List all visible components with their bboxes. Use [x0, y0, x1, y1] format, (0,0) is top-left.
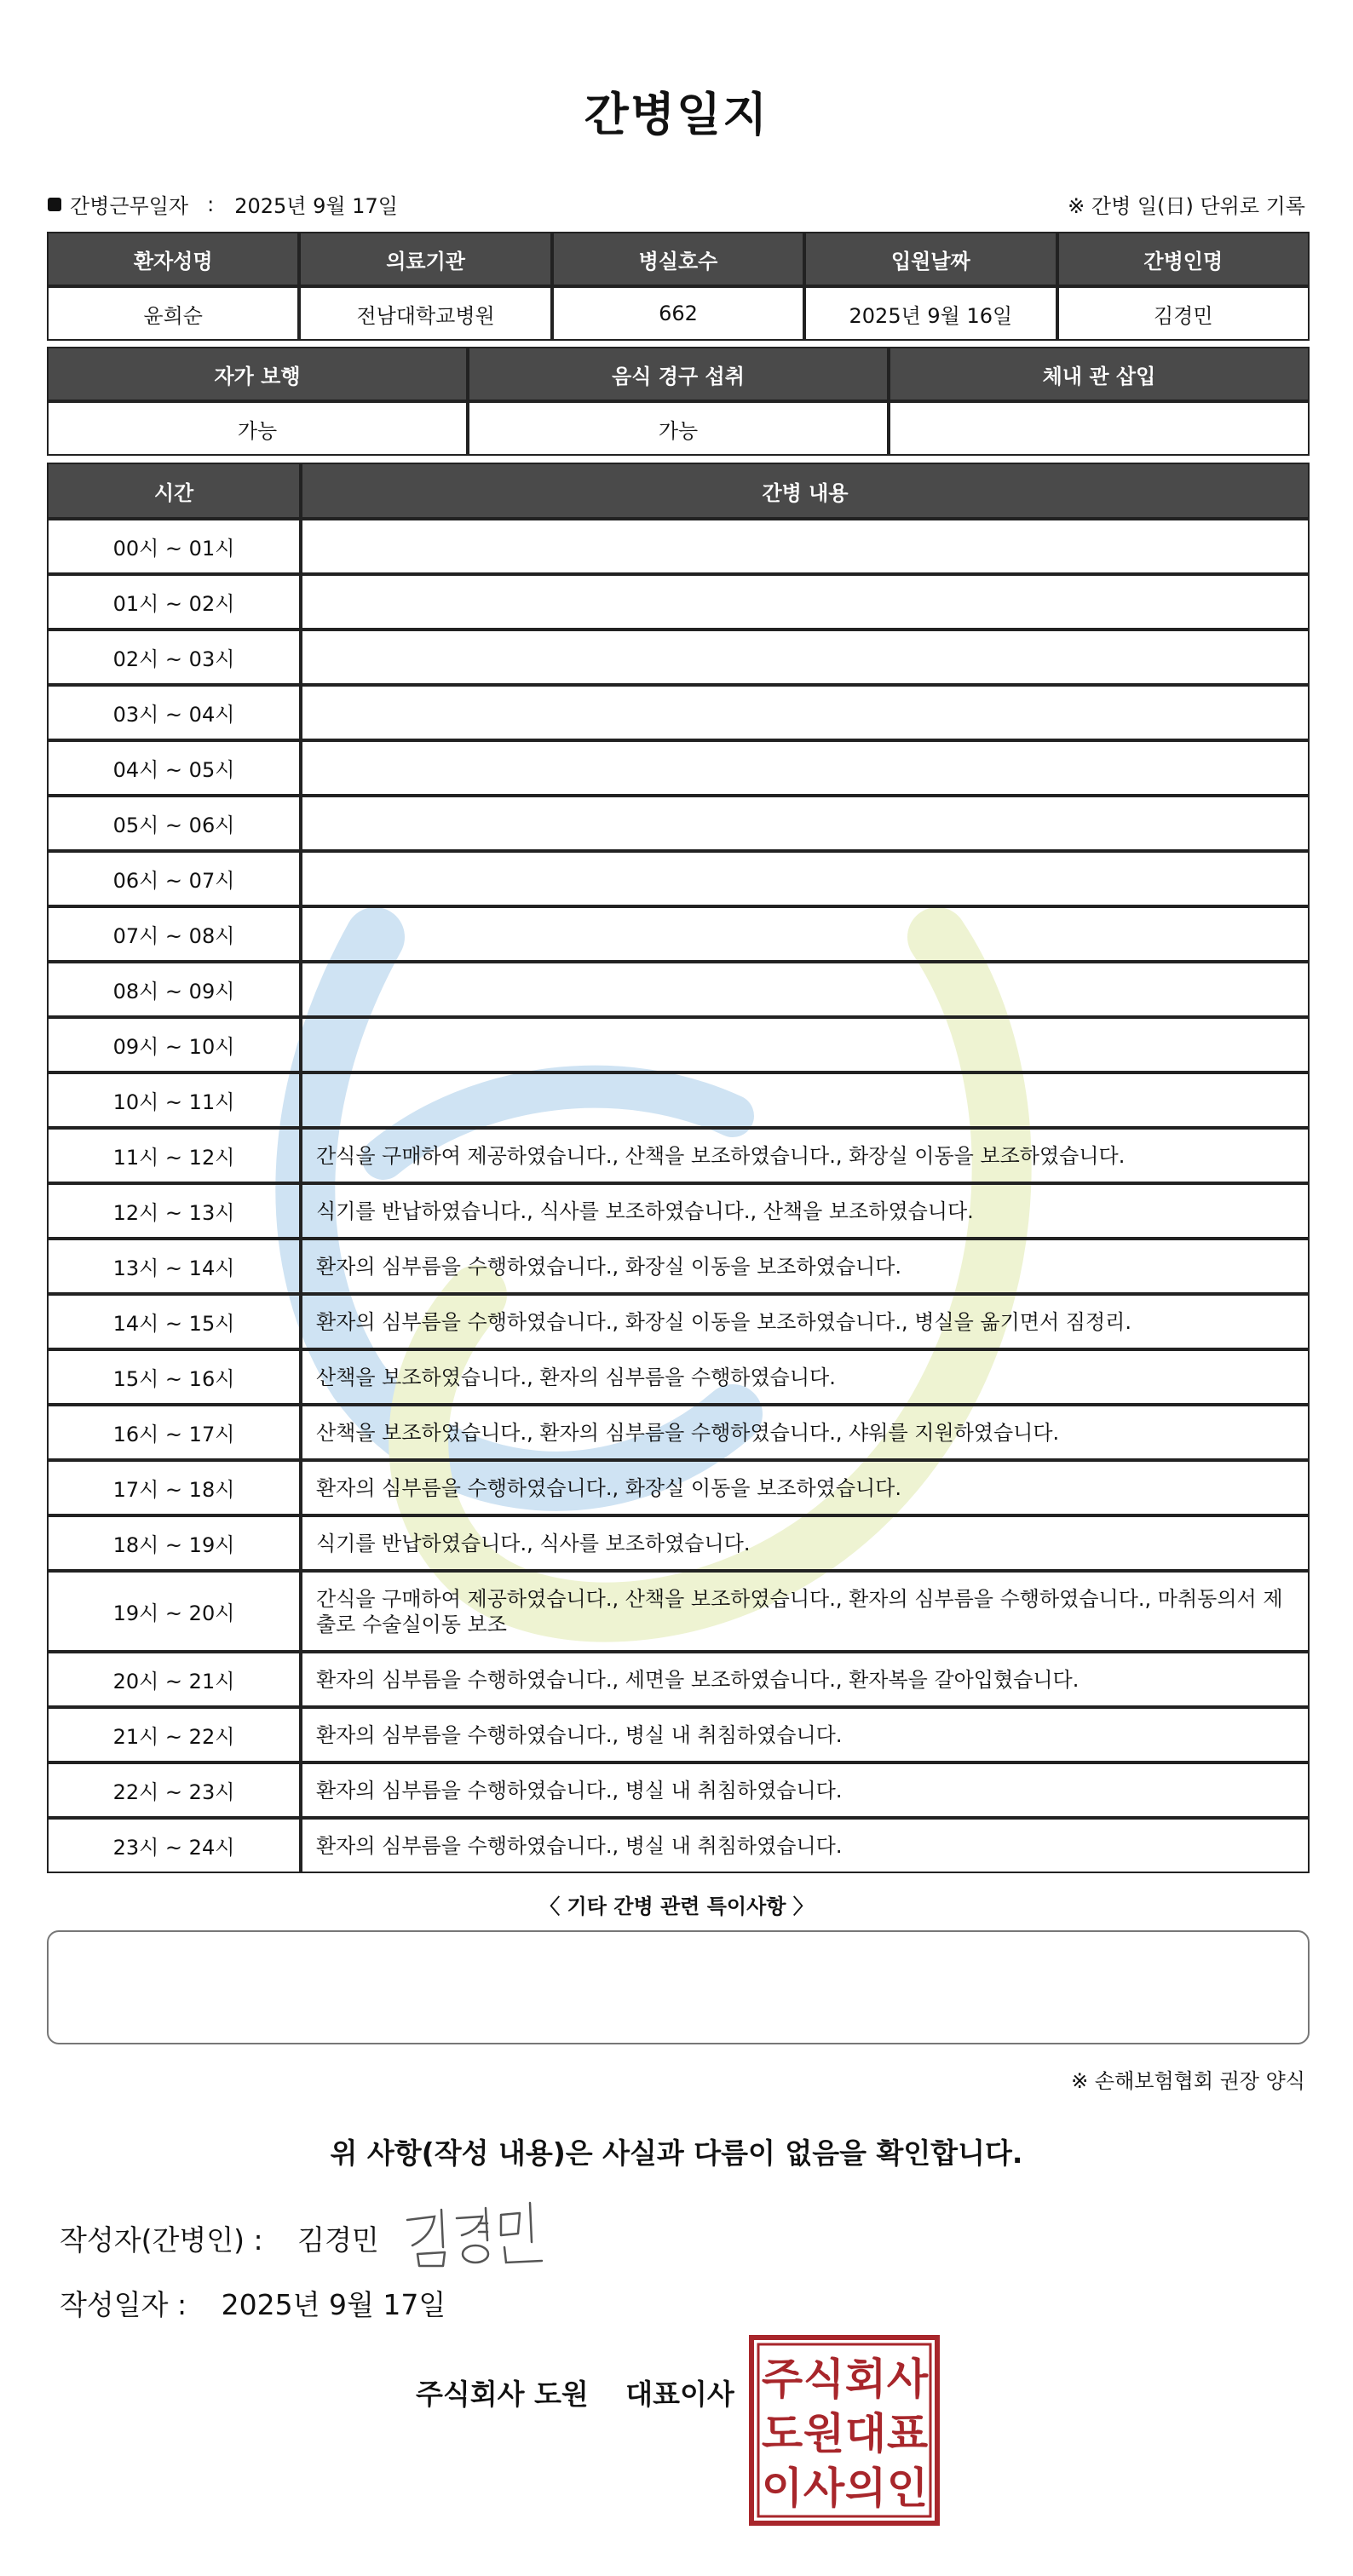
- hospital-value: 전남대학교병원: [299, 286, 551, 341]
- header-admission-date: 입원날짜: [804, 232, 1056, 286]
- confirmation-statement: 위 사항(작성 내용)은 사실과 다름이 없음을 확인합니다.: [330, 2136, 1023, 2170]
- work-date-colon: :: [207, 192, 215, 216]
- log-note-cell: [301, 740, 1310, 796]
- log-row: [47, 1460, 1310, 1515]
- log-time-cell: 16시 ~ 17시: [47, 1405, 301, 1460]
- log-note-cell: 환자의 심부름을 수행하였습니다., 화장실 이동을 보조하였습니다., 병실을 옮기면서 짐정리.: [301, 1294, 1310, 1349]
- log-row: [47, 1017, 1310, 1072]
- log-time-cell: 02시 ~ 03시: [47, 630, 301, 685]
- log-note-cell: [301, 796, 1310, 851]
- seal-character: 사: [886, 2355, 929, 2404]
- log-row: [47, 574, 1310, 630]
- log-note-cell: [301, 962, 1310, 1017]
- log-row: [47, 1072, 1310, 1128]
- page-title: 간병일지: [584, 88, 769, 141]
- writer-label: 작성자(간병인) :: [60, 2223, 263, 2257]
- seal-character: 이: [761, 2464, 803, 2513]
- seal-character: 의: [844, 2464, 887, 2513]
- bullet-square-icon: [48, 198, 61, 211]
- writer-name: 김경민: [297, 2223, 379, 2257]
- company-title: 대표이사: [625, 2378, 734, 2411]
- log-note-cell: 산책을 보조하였습니다., 환자의 심부름을 수행하였습니다.: [301, 1349, 1310, 1405]
- writer-line: [60, 2218, 379, 2258]
- written-date-value: 2025년 9월 17일: [221, 2288, 446, 2321]
- log-note-cell: [301, 851, 1310, 906]
- remarks-title: 〈 기타 간병 관련 특이사항 〉: [539, 1895, 814, 1918]
- care-log-table: [47, 463, 1310, 1873]
- log-note-cell: 환자의 심부름을 수행하였습니다., 화장실 이동을 보조하였습니다.: [301, 1239, 1310, 1294]
- log-time-cell: 23시 ~ 24시: [47, 1818, 301, 1873]
- log-time-cell: 03시 ~ 04시: [47, 685, 301, 740]
- log-time-cell: 01시 ~ 02시: [47, 574, 301, 630]
- log-time-cell: 10시 ~ 11시: [47, 1072, 301, 1128]
- log-row: [47, 685, 1310, 740]
- log-time-cell: 14시 ~ 15시: [47, 1294, 301, 1349]
- log-time-cell: 06시 ~ 07시: [47, 851, 301, 906]
- header-room-number: 병실호수: [552, 232, 804, 286]
- log-row: [47, 1349, 1310, 1405]
- log-note-cell: [301, 519, 1310, 574]
- log-note-cell: 간식을 구매하여 제공하였습니다., 산책을 보조하였습니다., 환자의 심부름을 수행하였습니다., 마취동의서 제출로 수술실이동 보조: [301, 1571, 1310, 1652]
- log-row: [47, 1405, 1310, 1460]
- log-row: [47, 1239, 1310, 1294]
- header-caregiver-name: 간병인명: [1057, 232, 1310, 286]
- log-note-cell: 간식을 구매하여 제공하였습니다., 산책을 보조하였습니다., 화장실 이동을 보조하였습니다.: [301, 1128, 1310, 1183]
- log-row: [47, 1128, 1310, 1183]
- seal-character: 식: [803, 2355, 845, 2404]
- self-walking-value: 가능: [47, 401, 468, 456]
- seal-character: 도: [761, 2409, 803, 2458]
- log-note-cell: 환자의 심부름을 수행하였습니다., 병실 내 취침하였습니다.: [301, 1818, 1310, 1873]
- company-seal: [748, 2334, 941, 2527]
- room-number-value: 662: [552, 286, 804, 341]
- log-row: [47, 851, 1310, 906]
- seal-character: 대: [844, 2409, 887, 2458]
- header-self-walking: 자가 보행: [47, 347, 468, 401]
- oral-intake-value: 가능: [468, 401, 889, 456]
- log-note-cell: [301, 1072, 1310, 1128]
- tube-insertion-value: [889, 401, 1310, 456]
- header-care-content: 간병 내용: [301, 463, 1310, 519]
- seal-character: 원: [803, 2409, 845, 2458]
- log-row: [47, 1762, 1310, 1818]
- log-time-cell: 00시 ~ 01시: [47, 519, 301, 574]
- log-row: [47, 519, 1310, 574]
- log-time-cell: 12시 ~ 13시: [47, 1183, 301, 1239]
- log-time-cell: 20시 ~ 21시: [47, 1652, 301, 1707]
- header-hospital: 의료기관: [299, 232, 551, 286]
- log-row: [47, 1571, 1310, 1652]
- log-time-cell: 18시 ~ 19시: [47, 1515, 301, 1571]
- log-row: [47, 962, 1310, 1017]
- log-row: [47, 796, 1310, 851]
- header-patient-name: 환자성명: [47, 232, 299, 286]
- written-date-label: 작성일자 :: [60, 2288, 187, 2321]
- log-row: [47, 630, 1310, 685]
- log-note-cell: 식기를 반납하였습니다., 식사를 보조하였습니다.: [301, 1515, 1310, 1571]
- patient-name-value: 윤희순: [47, 286, 299, 341]
- unit-note: ※ 간병 일(日) 단위로 기록: [1068, 194, 1305, 218]
- caregiver-name-value: 김경민: [1057, 286, 1310, 341]
- log-header-row: [47, 463, 1310, 519]
- company-line: [416, 2372, 734, 2412]
- log-row: [47, 1652, 1310, 1707]
- patient-status-table: [47, 347, 1310, 456]
- log-note-cell: 식기를 반납하였습니다., 식사를 보조하였습니다., 산책을 보조하였습니다.: [301, 1183, 1310, 1239]
- log-time-cell: 15시 ~ 16시: [47, 1349, 301, 1405]
- log-row: [47, 1818, 1310, 1873]
- written-date-line: [60, 2283, 446, 2323]
- log-note-cell: 산책을 보조하였습니다., 환자의 심부름을 수행하였습니다., 샤워를 지원하였습니다.: [301, 1405, 1310, 1460]
- log-time-cell: 22시 ~ 23시: [47, 1762, 301, 1818]
- log-note-cell: [301, 1017, 1310, 1072]
- log-time-cell: 09시 ~ 10시: [47, 1017, 301, 1072]
- seal-character: 사: [803, 2464, 845, 2513]
- log-row: [47, 1294, 1310, 1349]
- log-note-cell: [301, 630, 1310, 685]
- patient-info-table: [47, 232, 1310, 341]
- form-note: ※ 손해보험협회 권장 양식: [1071, 2069, 1305, 2093]
- log-note-cell: 환자의 심부름을 수행하였습니다., 병실 내 취침하였습니다.: [301, 1762, 1310, 1818]
- header-oral-intake: 음식 경구 섭취: [468, 347, 889, 401]
- log-time-cell: 13시 ~ 14시: [47, 1239, 301, 1294]
- log-note-cell: [301, 906, 1310, 962]
- log-time-cell: 21시 ~ 22시: [47, 1707, 301, 1762]
- meta-row: [48, 189, 1305, 220]
- header-time: 시간: [47, 463, 301, 519]
- log-note-cell: 환자의 심부름을 수행하였습니다., 병실 내 취침하였습니다.: [301, 1707, 1310, 1762]
- status-value-row: [47, 401, 1310, 456]
- work-date-label: 간병근무일자: [70, 194, 189, 218]
- log-time-cell: 08시 ~ 09시: [47, 962, 301, 1017]
- log-note-cell: [301, 685, 1310, 740]
- log-note-cell: [301, 574, 1310, 630]
- status-header-row: [47, 347, 1310, 401]
- log-time-cell: 05시 ~ 06시: [47, 796, 301, 851]
- log-row: [47, 1515, 1310, 1571]
- log-body: [47, 519, 1310, 1873]
- work-date-value: 2025년 9월 17일: [234, 194, 398, 218]
- log-time-cell: 04시 ~ 05시: [47, 740, 301, 796]
- log-row: [47, 1707, 1310, 1762]
- admission-date-value: 2025년 9월 16일: [804, 286, 1056, 341]
- log-time-cell: 07시 ~ 08시: [47, 906, 301, 962]
- seal-character: 표: [886, 2409, 929, 2458]
- log-note-cell: 환자의 심부름을 수행하였습니다., 세면을 보조하였습니다., 환자복을 갈아입혔습니다.: [301, 1652, 1310, 1707]
- company-name: 주식회사 도원: [416, 2378, 589, 2411]
- log-row: [47, 906, 1310, 962]
- handwritten-signature: [400, 2194, 554, 2271]
- log-row: [47, 740, 1310, 796]
- log-note-cell: 환자의 심부름을 수행하였습니다., 화장실 이동을 보조하였습니다.: [301, 1460, 1310, 1515]
- header-tube-insertion: 체내 관 삽입: [889, 347, 1310, 401]
- info-value-row: [47, 286, 1310, 341]
- info-header-row: [47, 232, 1310, 286]
- log-time-cell: 19시 ~ 20시: [47, 1571, 301, 1652]
- seal-character: 회: [844, 2355, 887, 2404]
- log-time-cell: 17시 ~ 18시: [47, 1460, 301, 1515]
- log-row: [47, 1183, 1310, 1239]
- log-time-cell: 11시 ~ 12시: [47, 1128, 301, 1183]
- work-date-line: [48, 189, 398, 219]
- seal-character: 주: [761, 2355, 803, 2404]
- remarks-box: [47, 1930, 1310, 2044]
- seal-character: 인: [886, 2464, 929, 2513]
